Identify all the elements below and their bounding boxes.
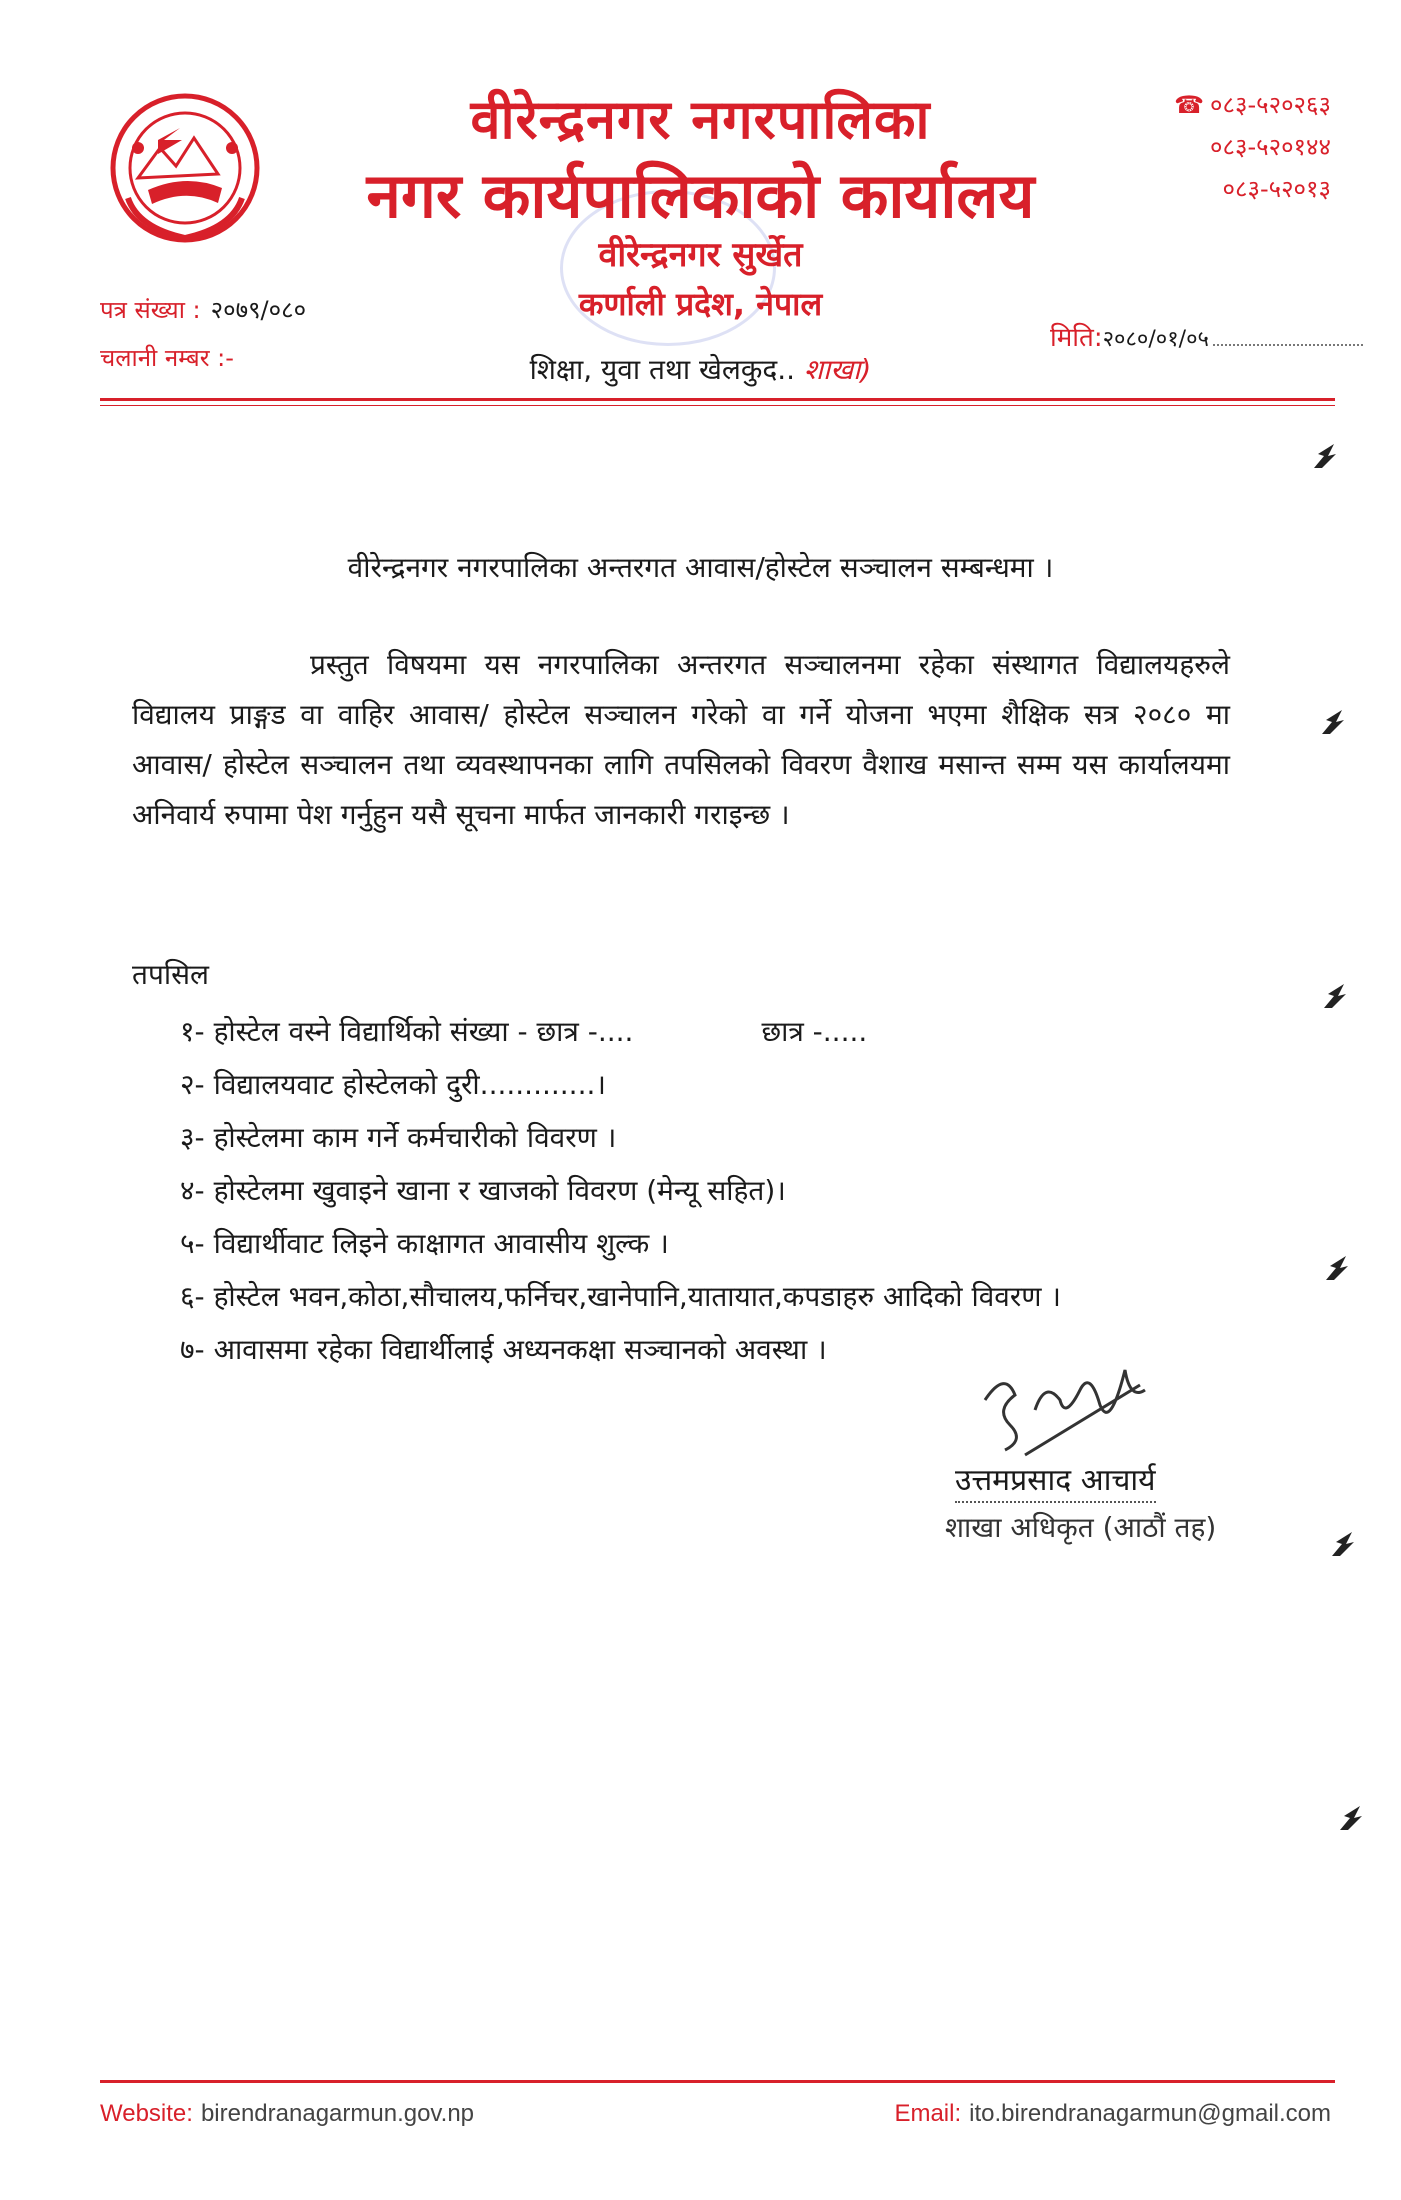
margin-mark-icon [1320, 980, 1350, 1012]
phone-2: ०८३-५२०१४४ [1210, 133, 1331, 161]
date-dotted-line [1213, 344, 1363, 346]
margin-mark-icon [1318, 706, 1348, 738]
date-label: मिति: [1050, 323, 1103, 353]
list-title: तपसिल [132, 958, 210, 991]
list-item: ७- आवासमा रहेका विद्यार्थीलाई अध्यनकक्षा सञ्चानको अवस्था । [180, 1333, 827, 1366]
phone-numbers [1174, 84, 1331, 210]
signatory-name: उत्तमप्रसाद आचार्य [955, 1458, 1156, 1503]
website-url: birendranagarmun.gov.np [200, 2100, 475, 2127]
footer-divider [100, 2080, 1335, 2083]
ref-label: पत्र संख्या : [100, 296, 201, 324]
list-item: २- विद्यालयवाट होस्टेलको दुरी.............। [180, 1068, 606, 1101]
margin-mark-icon [1328, 1528, 1358, 1560]
phone-1: ०८३-५२०२६३ [1210, 91, 1331, 119]
footer-email [894, 2100, 1331, 2128]
dispatch-label: चलानी नम्बर :- [100, 344, 234, 372]
details-list [180, 1005, 1061, 1376]
handwritten-signature-icon [965, 1350, 1175, 1470]
list-item: १- होस्टेल वस्ने विद्यार्थिको संख्या - छात्र -.... छात्र -..... [180, 1015, 868, 1048]
phone-3: ०८३-५२०१३ [1222, 175, 1331, 203]
header-divider [100, 398, 1335, 401]
ref-value: २०७९/०८० [210, 296, 307, 324]
date-block [1050, 318, 1363, 354]
city-name: वीरेन्द्रनगर सुर्खेत [598, 235, 803, 275]
header-divider-thin [100, 405, 1335, 406]
email-address: ito.birendranagarmun@gmail.com [969, 2100, 1331, 2127]
letter-subject: वीरेन्द्रनगर नगरपालिका अन्तरगत आवास/होस्टेल सञ्चालन सम्बन्धमा । [347, 551, 1054, 584]
margin-mark-icon [1322, 1252, 1352, 1284]
telephone-icon: ☎ [1174, 91, 1205, 119]
list-item: ३- होस्टेलमा काम गर्ने कर्मचारीको विवरण । [180, 1121, 617, 1154]
margin-mark-icon [1336, 1802, 1366, 1834]
list-item-extra: छात्र -..... [761, 1015, 868, 1048]
letter-paragraph: प्रस्तुत विषयमा यस नगरपालिका अन्तरगत सञ्चालनमा रहेका संस्थागत विद्यालयहरुले विद्यालय प्राङ्गड वा वाहिर आवास/ होस्टेल सञ्चालन गरेको वा गर्ने योजना भएमा शैक्षिक सत्र २०८० मा आवास/ होस्टेल सञ्चालन तथा व्यवस्थापनका लागि तपसिलको विवरण वैशाख मसान्त सम्म यस कार्यालयमा अनिवार्य रुपामा पेश गर्नुहुन यसै सूचना मार्फत जानकारी गराइन्छ । [132, 648, 1230, 831]
list-item: ४- होस्टेलमा खुवाइने खाना र खाजको विवरण (मेन्यू सहित)। [180, 1174, 786, 1207]
municipality-name: वीरेन्द्रनगर नगरपालिका [470, 88, 931, 151]
branch-line: शिक्षा, युवा तथा खेलकुद.. शाखा) [529, 353, 872, 386]
footer-website [100, 2100, 474, 2128]
province-name: कर्णाली प्रदेश, नेपाल [578, 285, 823, 323]
branch-label: शाखा) [803, 353, 872, 386]
branch-name: शिक्षा, युवा तथा खेलकुद [529, 353, 778, 386]
list-item: ६- होस्टेल भवन,कोठा,सौचालय,फर्निचर,खानेपानि,यातायात,कपडाहरु आदिको विवरण । [180, 1280, 1062, 1313]
list-item: ५- विद्यार्थीवाट लिइने काक्षागत आवासीय शुल्क । [180, 1227, 669, 1260]
website-label: Website: [100, 2100, 193, 2127]
date-value: २०८०/०१/०५ [1102, 327, 1209, 352]
margin-mark-icon [1310, 440, 1340, 472]
email-label: Email: [894, 2100, 962, 2127]
office-name: नगर कार्यपालिकाको कार्यालय [366, 159, 1035, 232]
signatory-title: शाखा अधिकृत (आठौं तह) [945, 1511, 1217, 1544]
